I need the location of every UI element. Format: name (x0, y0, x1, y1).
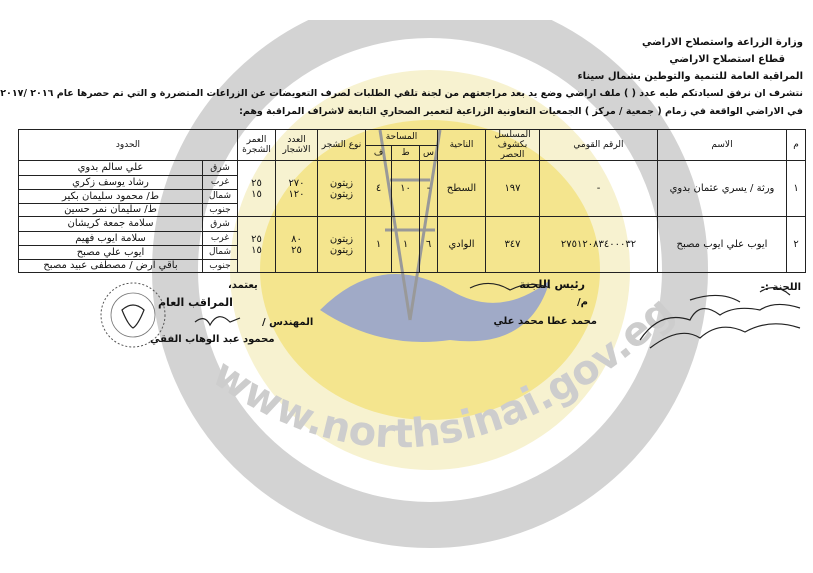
col-header-tree-age: العمر الشجرة (238, 130, 276, 161)
engineer-label: المهندس / (262, 317, 314, 328)
row-borders (19, 161, 238, 217)
tree-count: ٢٥ (291, 244, 302, 256)
row-number: ١ (787, 161, 806, 217)
committee-label: اللجنة :- (760, 282, 801, 293)
border-dir: غرب (203, 175, 238, 189)
border-text: باقي ارض / مصطفى عبيد مصبح (43, 260, 178, 272)
committee-signature-1 (640, 304, 800, 340)
row-serial: ٣٤٧ (486, 217, 540, 273)
border-text: ايوب علي مصبح (19, 245, 203, 259)
row-borders (19, 217, 238, 273)
committee-signature-2 (650, 324, 800, 348)
signatures (0, 270, 813, 350)
row-tree-types (318, 217, 366, 273)
engineer-signature (195, 317, 240, 325)
table-row (19, 161, 806, 217)
row-tree-counts (276, 217, 318, 273)
committee-head-name: محمد عطا محمد علي (493, 316, 597, 327)
row-feddan: ١ (366, 217, 392, 273)
col-header-feddan: ف (366, 145, 392, 161)
tree-type: زيتون (329, 233, 354, 245)
committee-head-prefix: م/ (577, 297, 588, 308)
claims-table (18, 129, 806, 273)
tree-age: ١٥ (251, 244, 262, 256)
col-header-m: م (787, 130, 806, 161)
col-header-name: الاسم (658, 130, 787, 161)
general-supervisor-title: المراقب العام (158, 296, 233, 309)
row-tree-types (318, 161, 366, 217)
row-name: ايوب علي ايوب مصبح (658, 217, 787, 273)
row-national-id: - (540, 161, 658, 217)
row-sahm: - (420, 161, 438, 217)
table-row (19, 217, 806, 273)
col-header-tree-type: نوع الشجر (318, 130, 366, 161)
row-qirat: ١ (392, 217, 420, 273)
committee-signature-3 (690, 288, 790, 302)
ministry-title: وزارة الزراعة واستصلاح الاراضي (641, 37, 803, 48)
scope-line: في الاراضي الواقعة في زمام ( جمعية / مركز ) الجمعيات التعاونية الزراعية لتعمير الصحاري التابعة لاشراف المراقبة وهم: (239, 106, 803, 117)
col-header-borders: الحدود (19, 130, 238, 161)
tree-age: ٢٥ (251, 177, 262, 189)
watermark-url: www.northsinai.gov.eg (204, 287, 683, 458)
engineer-name: محمود عبد الوهاب الفقي (150, 334, 275, 345)
col-header-national-id: الرقم القومي (540, 130, 658, 161)
sector-title: قطاع استصلاح الاراضي (669, 54, 785, 65)
col-header-region: الناحية (438, 130, 486, 161)
border-text: سلامة جمعة كريشان (19, 217, 203, 231)
border-text: علي سالم بدوي (19, 161, 203, 175)
border-dir: شمال (203, 189, 238, 203)
row-number: ٢ (787, 217, 806, 273)
row-feddan: ٤ (366, 161, 392, 217)
tree-age: ٢٥ (251, 233, 262, 245)
col-header-qirat: ط (392, 145, 420, 161)
row-serial: ١٩٧ (486, 161, 540, 217)
tree-type: زيتون (329, 177, 354, 189)
tree-count: ٨٠ (291, 233, 302, 245)
border-dir: شرق (203, 161, 238, 175)
committee-head-signature (470, 283, 550, 290)
tree-type: زيتون (329, 188, 354, 200)
row-sahm: ٦ (420, 217, 438, 273)
row-name: ورثة / يسري عثمان بدوي (658, 161, 787, 217)
border-dir: غرب (203, 231, 238, 245)
tree-type: زيتون (329, 244, 354, 256)
col-header-serial: المسلسل بكشوف الحصر (486, 130, 540, 161)
approval-label: يعتمد، (228, 280, 258, 291)
row-region: الوادي (438, 217, 486, 273)
directorate-title: المراقبة العامة للتنمية والتوطين بشمال سيناء (577, 71, 803, 82)
tree-count: ٢٧٠ (288, 177, 305, 189)
border-dir: جنوب (203, 203, 238, 216)
row-tree-ages (238, 161, 276, 217)
row-region: السطح (438, 161, 486, 217)
row-tree-ages (238, 217, 276, 273)
row-tree-counts (276, 161, 318, 217)
intro-line: نتشرف ان نرفق لسيادتكم طيه عدد ( ) ملف اراضي وضع يد بعد مراجعتهم من لجنة تلقي الطلبات لصرف التعويضات عن الزراعات المتضررة و التي تم حصرها عام ٢٠١٦ /٢٠١٧ (0, 88, 803, 99)
col-header-tree-count: العدد الاشجار (276, 130, 318, 161)
tree-count: ١٢٠ (288, 188, 305, 200)
border-dir: شمال (203, 245, 238, 259)
col-header-area: المساحة (366, 130, 438, 146)
committee-head-title: رئيس اللجنة (519, 278, 585, 291)
tree-age: ١٥ (251, 188, 262, 200)
row-national-id: ٢٧٥١٢٠٨٣٤٠٠٠٣٢ (540, 217, 658, 273)
border-text: ط/ محمود سليمان بكير (19, 189, 203, 203)
border-dir: شرق (203, 217, 238, 231)
col-header-sahm: س (420, 145, 438, 161)
border-dir: جنوب (203, 259, 238, 272)
border-text: سلامة ايوب فهيم (19, 231, 203, 245)
row-qirat: ١٠ (392, 161, 420, 217)
border-text: رشاد يوسف زكري (19, 175, 203, 189)
border-text: ط/ سليمان نمر حسين (64, 204, 157, 216)
